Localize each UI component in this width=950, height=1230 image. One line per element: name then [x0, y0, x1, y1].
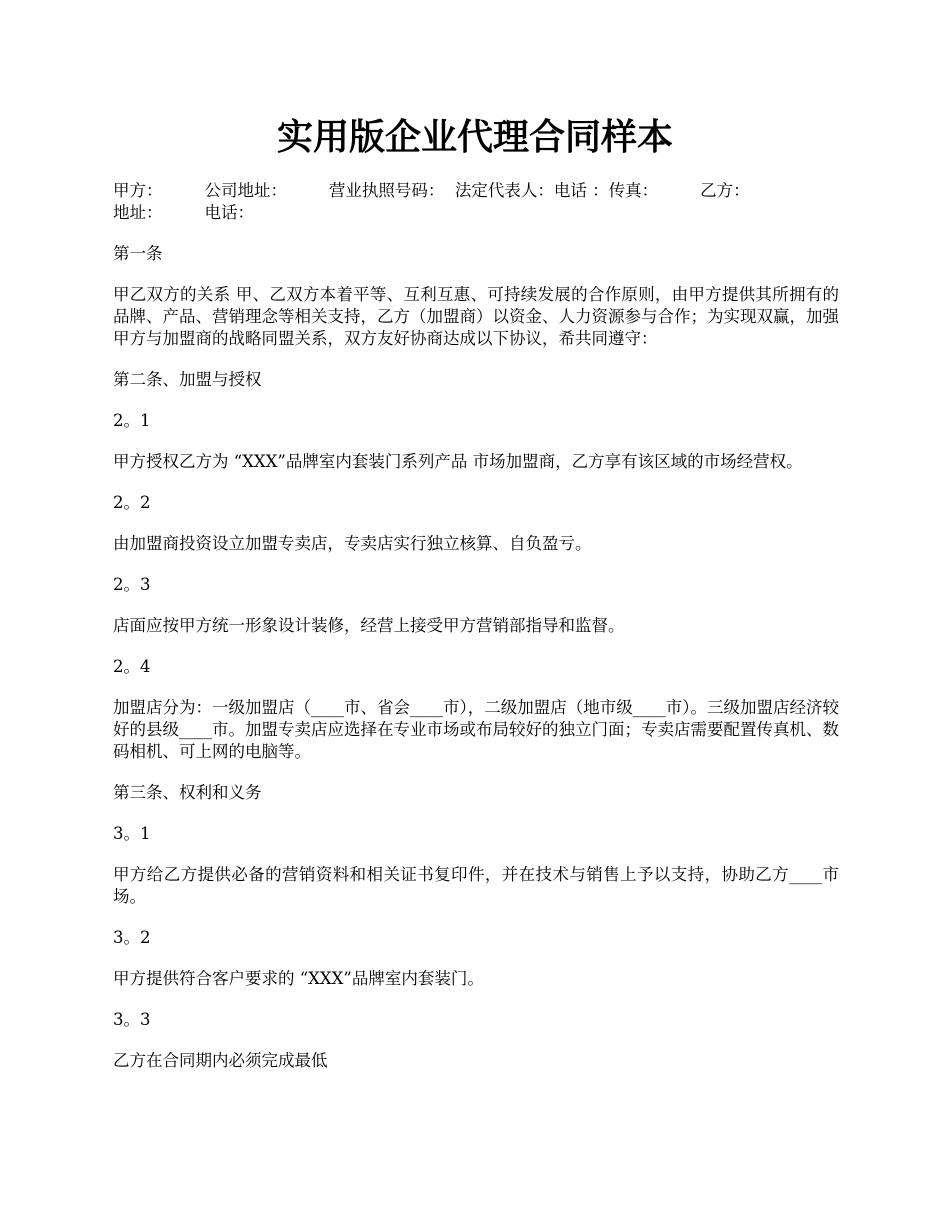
clause-2-2-text: 由加盟商投资设立加盟专卖店，专卖店实行独立核算、自负盈亏。: [113, 534, 592, 553]
clause-3-3-text: 乙方在合同期内必须完成最低: [113, 1051, 328, 1070]
clause-3-1-text: 甲方给乙方提供必备的营销资料和相关证书复印件，并在技术与销售上予以支持，协助乙方____市场。: [113, 865, 839, 906]
clause-3-1-number: 3。1: [113, 824, 151, 843]
party-info-line-1: 甲方： 公司地址： 营业执照号码： 法定代表人：电话 ：传真： 乙方：: [113, 181, 750, 200]
document-body: [113, 180, 839, 1091]
document-title: 实用版企业代理合同样本: [276, 116, 673, 158]
clause-2-2-number: 2。2: [113, 493, 151, 512]
article-3-heading: 第三条、权利和义务: [113, 783, 262, 802]
article-1-text: 甲乙双方的关系 甲、乙双方本着平等、互利互惠、可持续发展的合作原则，由甲方提供其所拥有的品牌、产品、营销理念等相关支持，乙方（加盟商）以资金、人力资源参与合作；为实现双赢，加强甲方与加盟商的战略同盟关系，双方友好协商达成以下协议，希共同遵守：: [113, 285, 839, 348]
clause-3-3-number: 3。3: [113, 1010, 151, 1029]
party-info-header: [113, 180, 839, 224]
clause-2-1-number: 2。1: [113, 411, 151, 430]
clause-2-3-number: 2。3: [113, 575, 151, 594]
clause-3-2-number: 3。2: [113, 928, 151, 947]
clause-2-1-text: 甲方授权乙方为 “XXX”品牌室内套装门系列产品 市场加盟商，乙方享有该区域的市场经营权。: [113, 452, 803, 471]
clause-3-2-text: 甲方提供符合客户要求的 “XXX”品牌室内套装门。: [113, 969, 484, 988]
clause-2-4-number: 2。4: [113, 657, 151, 676]
party-info-line-2: 地址： 电话：: [113, 203, 254, 222]
article-2-heading: 第二条、加盟与授权: [113, 370, 262, 389]
clause-2-3-text: 店面应按甲方统一形象设计装修，经营上接受甲方营销部指导和监督。: [113, 616, 625, 635]
article-1-heading: 第一条: [113, 244, 163, 263]
clause-2-4-text: 加盟店分为：一级加盟店（____市、省会____市），二级加盟店（地市级____市）。三级加盟店经济较好的县级____市。加盟专卖店应选择在专业市场或布局较好的独立门面；专卖店需要配置传真机、数码相机、可上网的电脑等。: [113, 698, 839, 761]
